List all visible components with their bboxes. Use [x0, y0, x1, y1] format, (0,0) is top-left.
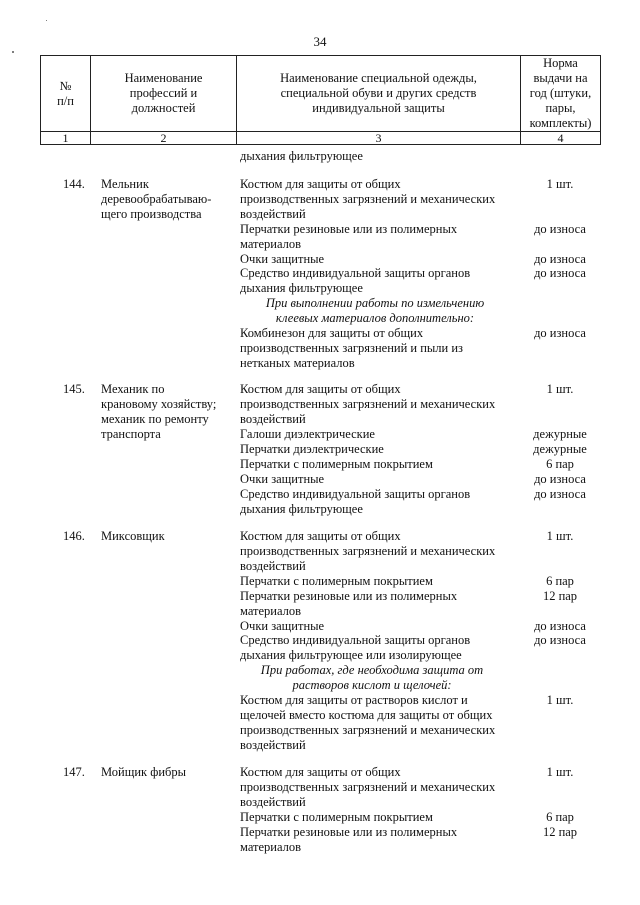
item-text: материалов [240, 237, 302, 251]
item-norm: 12 пар [542, 589, 578, 603]
item-text: Средство индивидуальной защиты органов [240, 266, 471, 280]
item-text: материалов [240, 840, 302, 854]
condition-note: клеевых материалов дополнительно: [275, 311, 475, 325]
item-norm: дежурные [533, 442, 587, 456]
item-text: Костюм для защиты от общих [240, 382, 401, 396]
item-norm: 1 шт. [546, 693, 574, 707]
header-col-equipment: Наименование специальной одежды, специальной обуви и других средств индивидуальной защиты [237, 56, 521, 132]
scan-speck [12, 51, 14, 53]
entry-number: 144. [63, 177, 85, 191]
item-text: Средство индивидуальной защиты органов [240, 633, 471, 647]
item-text: воздействий [240, 559, 306, 573]
condition-note: При работах, где необходима защита от [260, 663, 484, 677]
table-header [40, 55, 601, 145]
profession-title: Механик по [101, 382, 165, 396]
header-col-profession: Наименование профессий и должностей [91, 56, 237, 132]
item-norm: до износа [534, 619, 586, 633]
item-norm: до износа [534, 633, 586, 647]
item-text: воздействий [240, 795, 306, 809]
item-text: воздействий [240, 412, 306, 426]
item-text: Перчатки с полимерным покрытием [240, 574, 433, 588]
item-norm: 1 шт. [546, 529, 574, 543]
item-text: Средство индивидуальной защиты органов [240, 487, 471, 501]
col-number-4: 4 [521, 132, 601, 145]
item-norm: до износа [534, 326, 586, 340]
item-text: Очки защитные [240, 619, 325, 633]
continuation-line: дыхания фильтрующее [240, 149, 363, 163]
item-text: Очки защитные [240, 252, 325, 266]
item-text: Костюм для защиты от общих [240, 177, 401, 191]
item-text: Костюм для защиты от растворов кислот и [240, 693, 468, 707]
profession-title: Мойщик фибры [101, 765, 187, 779]
item-text: Галоши диэлектрические [240, 427, 375, 441]
item-norm: до износа [534, 266, 586, 280]
entry-number: 145. [63, 382, 85, 396]
item-text: Перчатки резиновые или из полимерных [240, 825, 458, 839]
item-text: Перчатки диэлектрические [240, 442, 384, 456]
header-col-number: № п/п [41, 56, 91, 132]
condition-note: растворов кислот и щелочей: [292, 678, 452, 692]
item-norm: 6 пар [546, 457, 574, 471]
profession-title: деревообрабатываю- [101, 192, 212, 206]
item-norm: 12 пар [542, 825, 578, 839]
item-text: Перчатки с полимерным покрытием [240, 810, 433, 824]
item-norm: 1 шт. [546, 765, 574, 779]
item-norm: до износа [534, 252, 586, 266]
item-norm: до износа [534, 472, 586, 486]
item-text: производственных загрязнений и механических [240, 397, 496, 411]
profession-title: Миксовщик [101, 529, 165, 543]
item-text: Костюм для защиты от общих [240, 765, 401, 779]
item-norm: 1 шт. [546, 382, 574, 396]
scan-speck [46, 20, 47, 21]
item-norm: до износа [534, 222, 586, 236]
item-text: материалов [240, 604, 302, 618]
profession-title: механик по ремонту [101, 412, 209, 426]
item-norm: 1 шт. [546, 177, 574, 191]
profession-title: крановому хозяйству; [101, 397, 217, 411]
item-text: Костюм для защиты от общих [240, 529, 401, 543]
item-norm: до износа [534, 487, 586, 501]
header-col-norm: Норма выдачи на год (штуки, пары, комплекты) [521, 56, 601, 132]
item-text: Комбинезон для защиты от общих [240, 326, 424, 340]
profession-title: транспорта [101, 427, 161, 441]
page-number: 34 [313, 34, 327, 49]
entry-number: 146. [63, 529, 85, 543]
item-norm: 6 пар [546, 810, 574, 824]
item-text: дыхания фильтрующее [240, 281, 363, 295]
item-norm: 6 пар [546, 574, 574, 588]
item-text: Перчатки резиновые или из полимерных [240, 222, 458, 236]
item-text: дыхания фильтрующее или изолирующее [240, 648, 462, 662]
profession-title: щего производства [101, 207, 202, 221]
item-text: производственных загрязнений и механических [240, 723, 496, 737]
item-text: щелочей вместо костюма для защиты от общих [240, 708, 493, 722]
item-text: нетканых материалов [240, 356, 355, 370]
profession-title: Мельник [101, 177, 149, 191]
item-text: производственных загрязнений и пыли из [240, 341, 463, 355]
item-text: производственных загрязнений и механических [240, 192, 496, 206]
item-text: воздействий [240, 207, 306, 221]
item-text: производственных загрязнений и механических [240, 780, 496, 794]
item-norm: дежурные [533, 427, 587, 441]
item-text: Перчатки резиновые или из полимерных [240, 589, 458, 603]
col-number-2: 2 [91, 132, 237, 145]
item-text: воздействий [240, 738, 306, 752]
entry-number: 147. [63, 765, 85, 779]
item-text: дыхания фильтрующее [240, 502, 363, 516]
col-number-3: 3 [237, 132, 521, 145]
condition-note: При выполнении работы по измельчению [265, 296, 485, 310]
col-number-1: 1 [41, 132, 91, 145]
item-text: Очки защитные [240, 472, 325, 486]
item-text: Перчатки с полимерным покрытием [240, 457, 433, 471]
item-text: производственных загрязнений и механических [240, 544, 496, 558]
